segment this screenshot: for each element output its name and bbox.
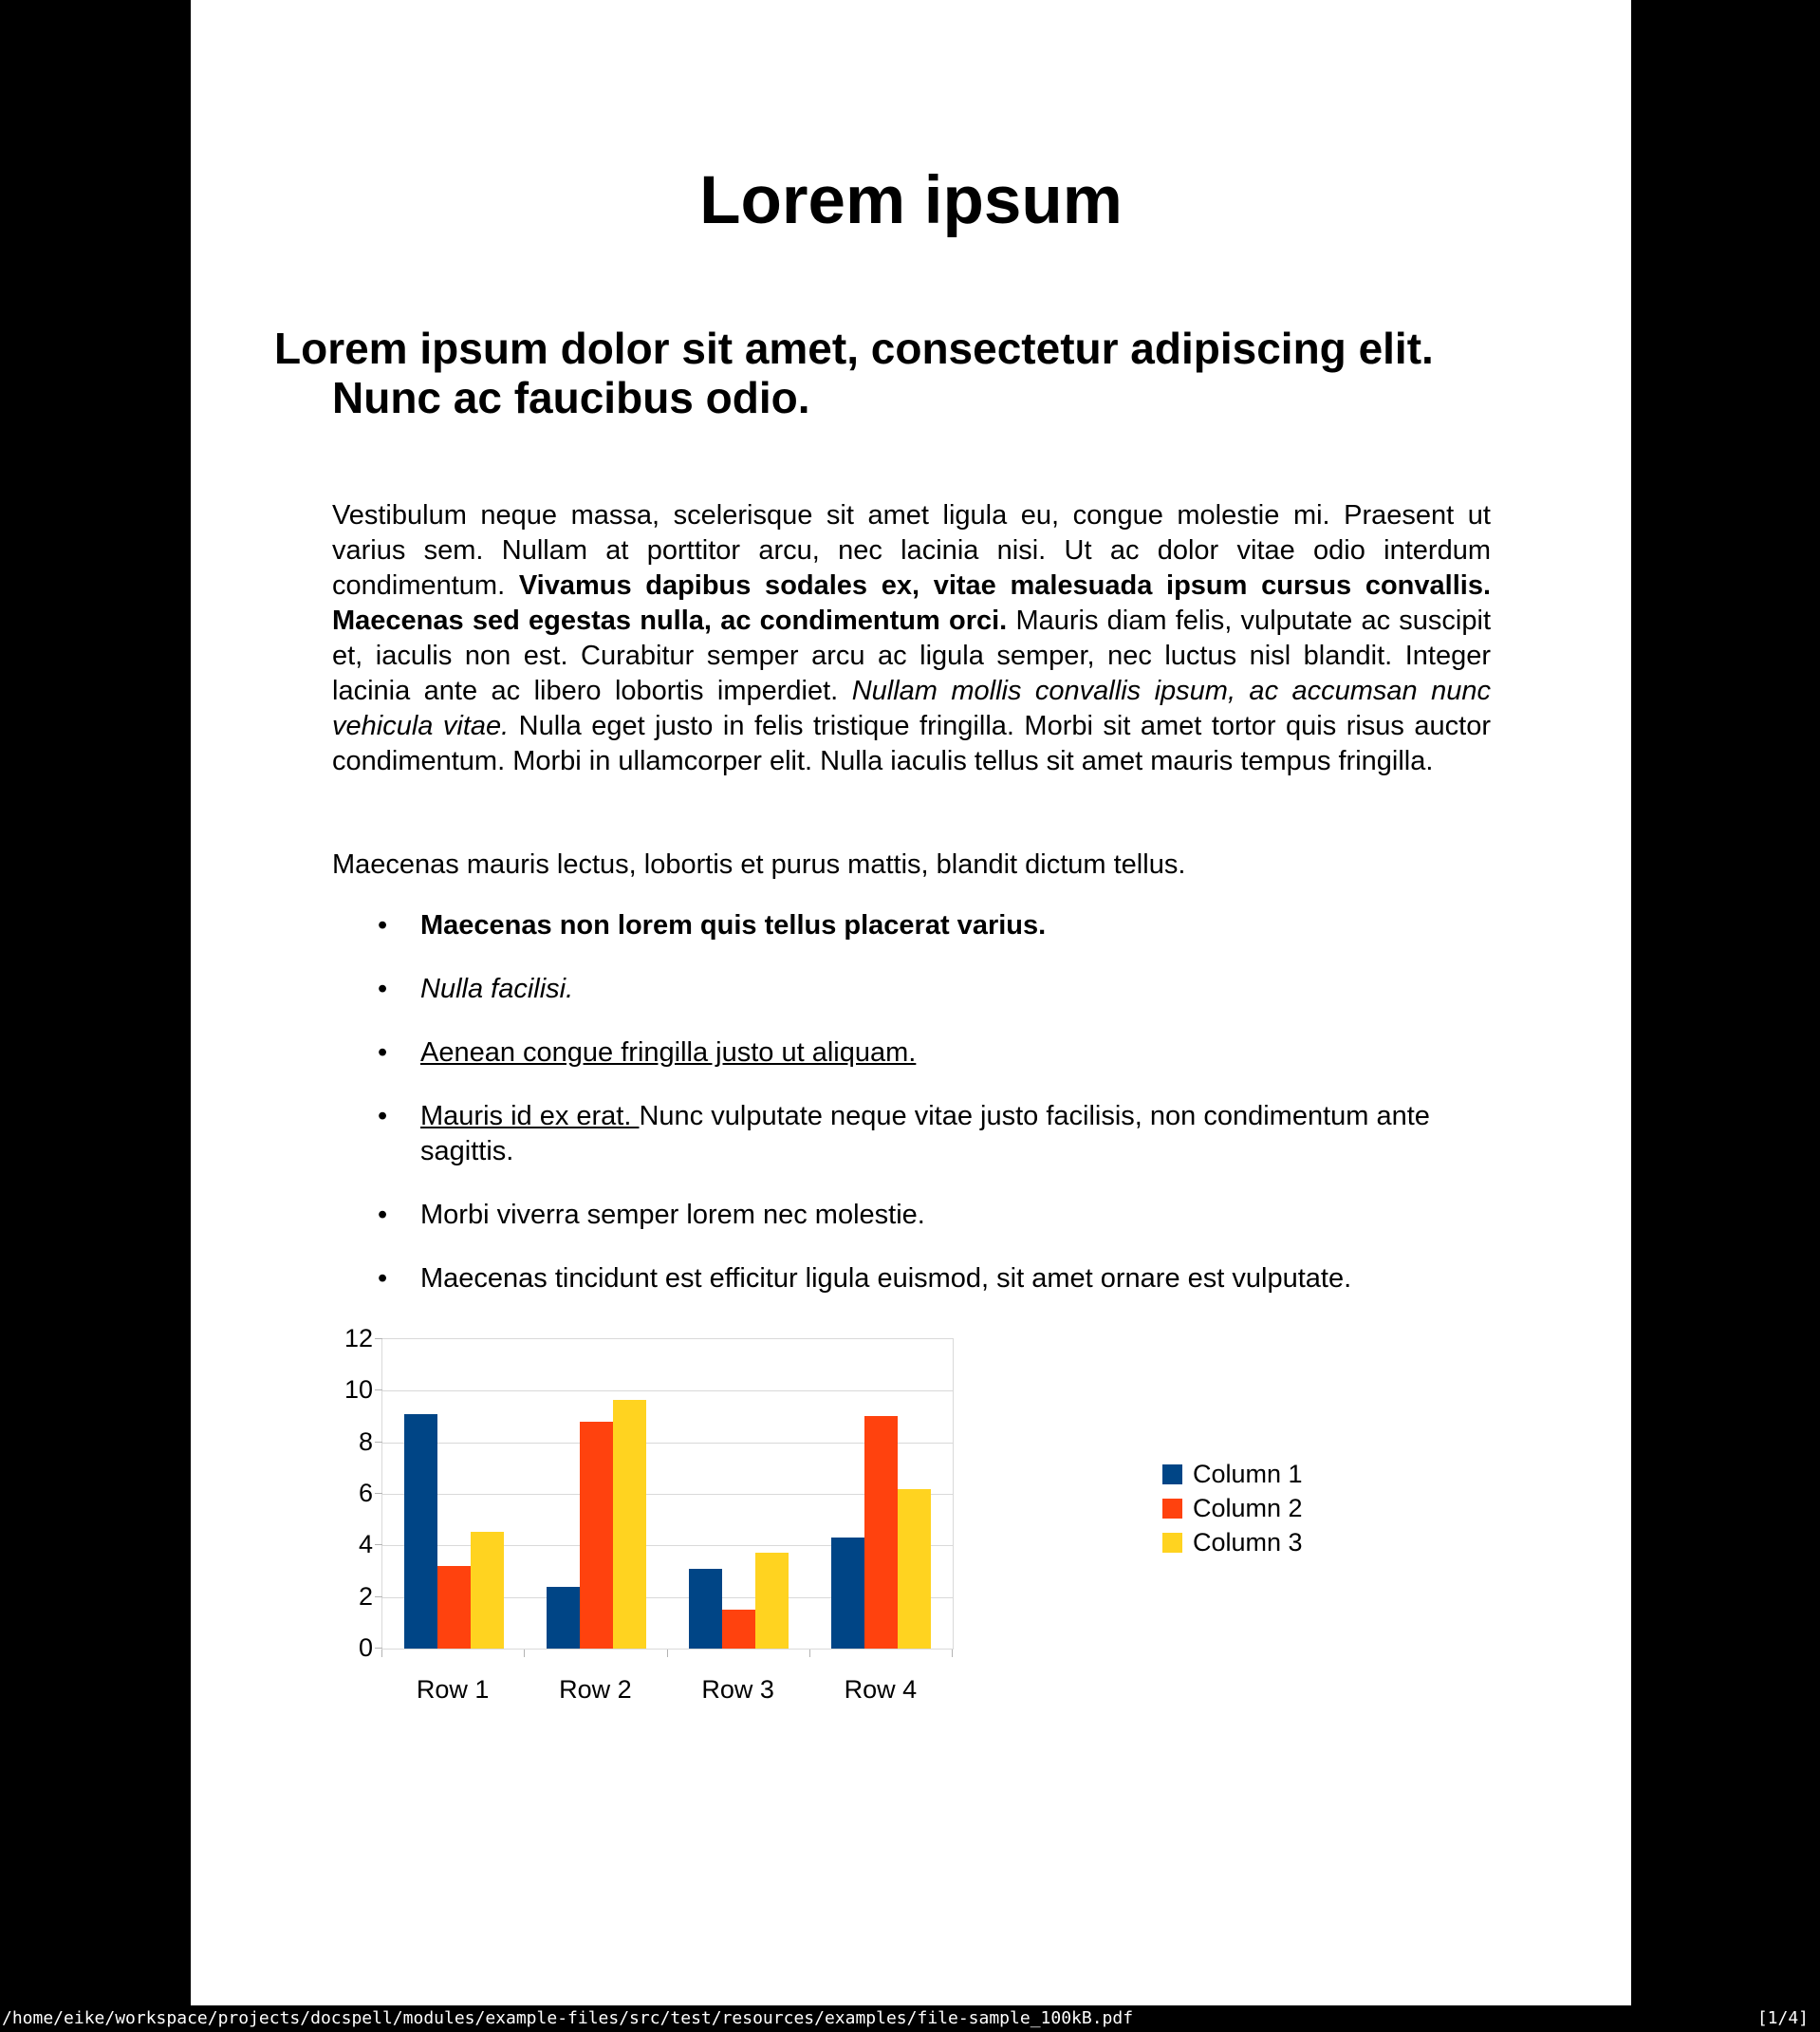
bar-column-3-row-4 [898, 1489, 931, 1649]
legend-swatch-icon [1162, 1464, 1182, 1484]
y-axis-tick [375, 1338, 382, 1339]
x-axis-category-label: Row 2 [559, 1675, 632, 1704]
y-axis-tick [375, 1442, 382, 1443]
text-segment-normal: Morbi viverra semper lorem nec molestie. [420, 1200, 925, 1230]
y-axis-tick-label: 12 [344, 1324, 373, 1352]
y-axis-tick [375, 1493, 382, 1494]
y-axis-tick-label: 0 [358, 1633, 373, 1662]
y-axis-tick [375, 1544, 382, 1545]
bar-column-3-row-2 [613, 1400, 646, 1649]
text-segment-italic: Nullam mollis convallis ipsum, ac accumsan nunc vehicula vitae. [332, 676, 1492, 741]
list-item [332, 1035, 1491, 1071]
legend-label: Column 2 [1193, 1494, 1303, 1522]
x-axis-tick [381, 1650, 382, 1657]
bullet-icon: • [378, 1037, 388, 1068]
y-axis-tick-label: 6 [358, 1479, 373, 1507]
file-path: /home/eike/workspace/projects/docspell/modules/example-files/src/test/resources/examples/file-sample_100kB.pdf [2, 2008, 1134, 2028]
bar-column-1-row-3 [689, 1569, 722, 1649]
x-axis-tick [667, 1650, 668, 1657]
y-axis-tick-label: 4 [358, 1530, 373, 1559]
heading-line1: Lorem ipsum dolor sit amet, consectetur adipiscing elit. [274, 324, 1434, 373]
legend-label: Column 1 [1193, 1460, 1303, 1488]
y-axis-tick-label: 2 [358, 1581, 373, 1611]
text-segment-normal: Mauris diam felis, vulputate ac suscipit et, iaculis non est. Curabitur semper arcu ac ligula semper, nec luctus nisl blandit. Integer lacinia ante ac libero lobortis imperdiet. [332, 606, 1492, 706]
bullet-icon: • [378, 1101, 388, 1131]
text-segment-normal: Nulla eget justo in felis tristique fringilla. Morbi sit amet tortor quis risus auctor condimentum. Morbi in ullamcorper elit. Nulla iaculis tellus sit amet mauris tempus fringilla. [332, 711, 1491, 776]
bar-column-1-row-1 [404, 1414, 437, 1649]
gridline [382, 1390, 953, 1391]
legend-label: Column 3 [1193, 1528, 1303, 1557]
x-axis-tick [524, 1650, 525, 1657]
list-item [332, 972, 1491, 1007]
bar-column-2-row-3 [722, 1610, 755, 1649]
y-axis-tick [375, 1389, 382, 1390]
bar-column-3-row-1 [471, 1532, 504, 1649]
text-segment-bold: Vivamus dapibus sodales ex, vitae malesuada ipsum cursus convallis. Maecenas sed egestas nulla, ac condimentum orci. [332, 570, 1492, 636]
document-title: Lorem ipsum [699, 163, 1123, 238]
bar-column-2-row-1 [437, 1566, 471, 1649]
bar-column-2-row-2 [580, 1422, 613, 1649]
text-segment-underline: Aenean congue fringilla justo ut aliquam. [420, 1037, 917, 1068]
x-axis-category-label: Row 4 [844, 1675, 918, 1704]
legend-swatch-icon [1162, 1533, 1182, 1553]
text-segment-normal: Maecenas tincidunt est efficitur ligula euismod, sit amet ornare est vulputate. [420, 1263, 1352, 1294]
body-paragraph [332, 498, 1491, 779]
bar-column-2-row-4 [864, 1416, 898, 1649]
x-axis-tick [952, 1650, 953, 1657]
bullet-icon: • [378, 974, 388, 1004]
list-item [332, 1198, 1491, 1233]
legend-entry [1162, 1494, 1303, 1522]
legend-entry [1162, 1528, 1303, 1557]
y-axis-tick-label: 8 [358, 1426, 373, 1456]
text-segment-underline: Mauris id ex erat. [420, 1101, 640, 1131]
bullet-icon: • [378, 910, 388, 941]
status-bar [0, 2005, 1820, 2032]
text-segment-italic: Nulla facilisi. [420, 974, 574, 1004]
bar-column-1-row-4 [831, 1538, 864, 1649]
y-axis-tick [375, 1648, 382, 1649]
legend-swatch-icon [1162, 1499, 1182, 1519]
y-axis-tick [375, 1596, 382, 1597]
list-item [332, 1099, 1491, 1169]
x-axis-category-label: Row 3 [701, 1675, 774, 1704]
y-axis-tick-label: 10 [344, 1375, 373, 1405]
page-indicator: [1/4] [1756, 2008, 1809, 2028]
x-axis-tick [809, 1650, 810, 1657]
document-heading [274, 324, 1546, 422]
text-segment-normal: Vestibulum neque massa, scelerisque sit amet ligula eu, congue molestie mi. Praesent ut varius sem. Nullam at porttitor arcu, nec lacinia nisi. Ut ac dolor vitae odio interdum condimentum. [332, 500, 1491, 601]
text-segment-bold: Maecenas non lorem quis tellus placerat varius. [420, 910, 1047, 941]
pdf-page [191, 0, 1631, 2005]
chart-plot-area [381, 1338, 954, 1650]
chart-legend [1162, 1460, 1303, 1562]
list-intro-paragraph: Maecenas mauris lectus, lobortis et purus mattis, blandit dictum tellus. [332, 849, 1186, 880]
bullet-icon: • [378, 1200, 388, 1230]
x-axis-category-label: Row 1 [416, 1675, 490, 1704]
bar-column-1-row-2 [547, 1587, 580, 1649]
legend-entry [1162, 1460, 1303, 1488]
list-item [332, 1261, 1491, 1296]
text-segment-normal: Nunc vulputate neque vitae justo facilisis, non condimentum ante sagittis. [420, 1101, 1430, 1166]
bar-column-3-row-3 [755, 1553, 789, 1649]
heading-line2: Nunc ac faucibus odio. [332, 373, 810, 422]
list-item [332, 908, 1491, 943]
bullet-list [332, 908, 1491, 1325]
bullet-icon: • [378, 1263, 388, 1294]
